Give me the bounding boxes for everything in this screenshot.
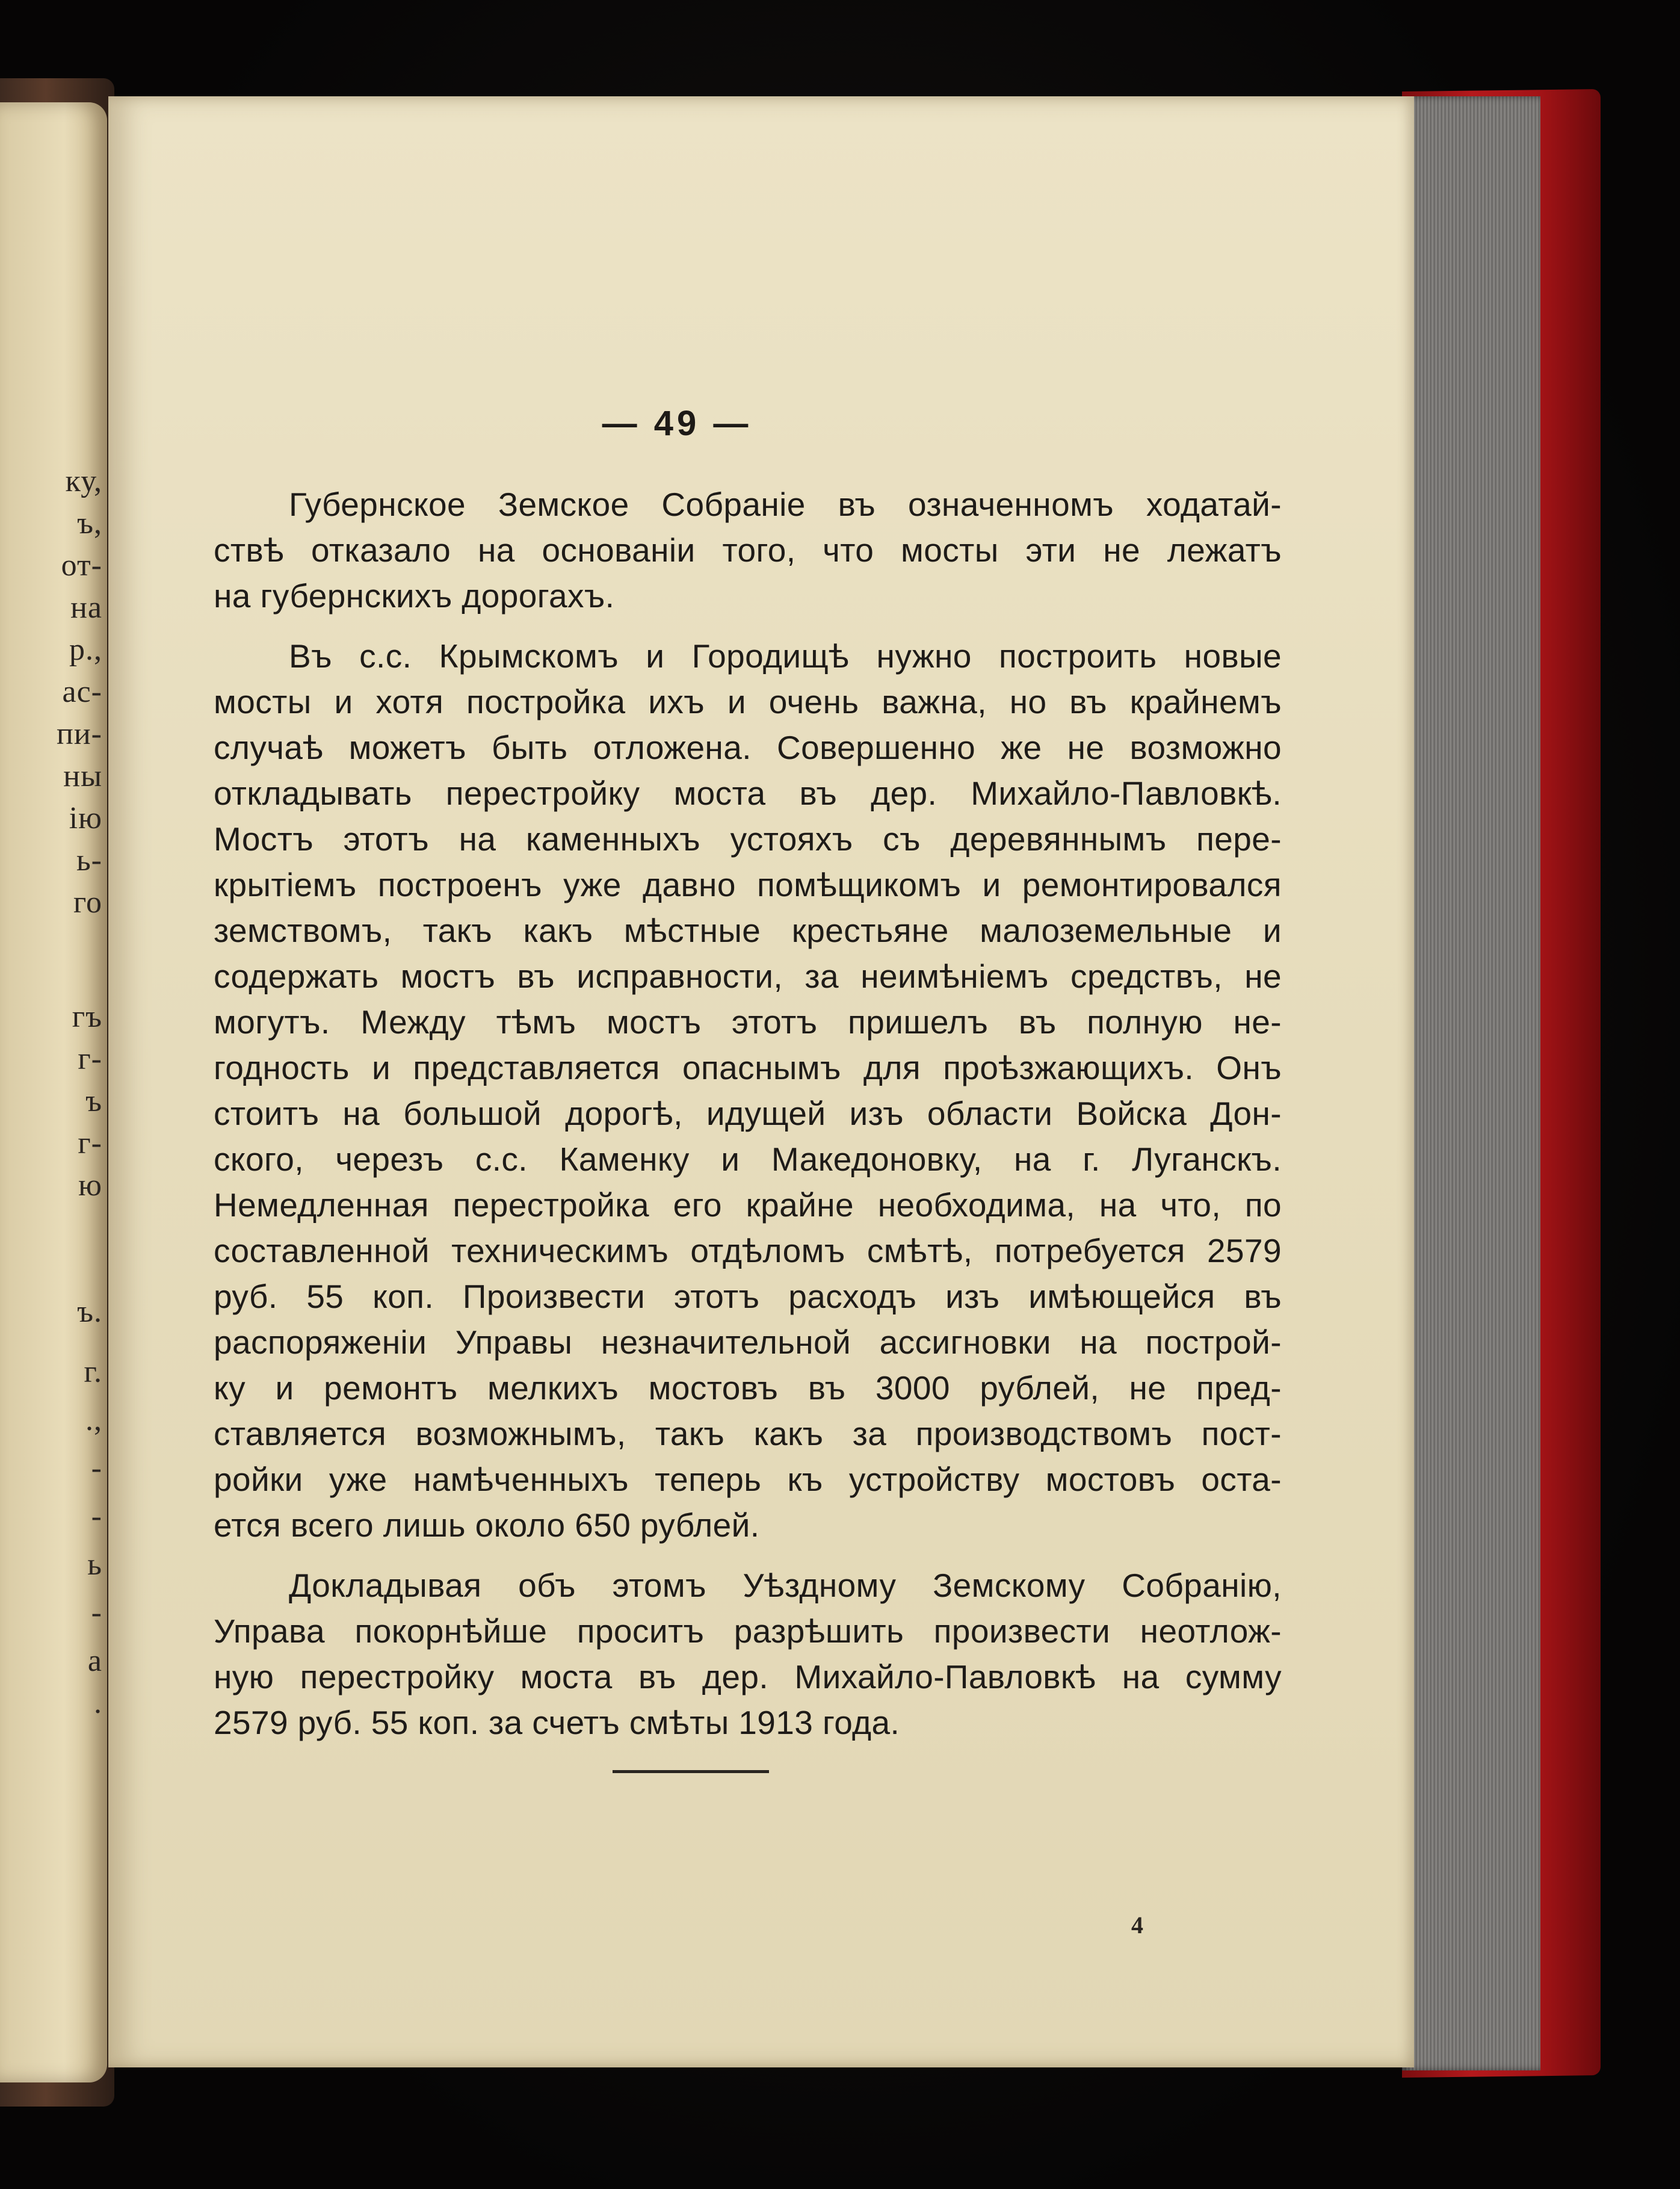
previous-page-fragment: ъ.: [77, 1295, 102, 1329]
body-text: [214, 481, 1282, 1760]
previous-page-fragment: ку,: [65, 464, 102, 498]
previous-page-fragment: а: [87, 1644, 102, 1678]
text-line: Губернское Земское Собраніе въ означенномъ ходатай-: [289, 486, 1282, 523]
page: [108, 96, 1414, 2067]
previous-page-fragment: го: [73, 885, 102, 920]
text-line: ную перестройку моста въ дер. Михайло-Павловкѣ на сумму: [214, 1658, 1282, 1695]
previous-page-fragment: .: [94, 1686, 102, 1720]
text-line: распоряженіи Управы незначительной ассигновки на построй-: [214, 1324, 1282, 1361]
previous-page-fragment: ъ,: [77, 506, 102, 540]
previous-page-fragment: г-: [78, 1126, 102, 1160]
text-line: могутъ. Между тѣмъ мостъ этотъ пришелъ въ полную не-: [214, 1003, 1282, 1041]
text-line: ствѣ отказало на основаніи того, что мосты эти не лежатъ: [214, 531, 1282, 569]
text-line: руб. 55 коп. Произвести этотъ расходъ изъ имѣющейся въ: [214, 1278, 1282, 1315]
paragraph: [214, 633, 1282, 1548]
previous-page-fragment: гъ: [72, 1000, 102, 1034]
text-line: на губернскихъ дорогахъ.: [214, 577, 615, 615]
text-line: ройки уже намѣченныхъ теперь къ устройству мостовъ оста-: [214, 1461, 1282, 1498]
text-line: ставляется возможнымъ, такъ какъ за производствомъ пост-: [214, 1415, 1282, 1452]
text-line: земствомъ, такъ какъ мѣстные крестьяне малоземельные и: [214, 912, 1282, 949]
previous-page-fragment: ъ: [85, 1084, 102, 1118]
previous-page-fragment: г-: [78, 1042, 102, 1076]
previous-page-fragment: пи-: [57, 717, 102, 751]
text-line: Докладывая объ этомъ Уѣздному Земскому Собранію,: [289, 1567, 1282, 1604]
paragraph: [214, 481, 1282, 619]
text-line: Управа покорнѣйше проситъ разрѣшить произвести неотлож-: [214, 1612, 1282, 1650]
previous-page-fragment: ю: [78, 1168, 102, 1203]
text-line: крытіемъ построенъ уже давно помѣщикомъ и ремонтировался: [214, 866, 1282, 903]
previous-page-fragment: -: [91, 1499, 102, 1534]
previous-page-fragment: .,: [85, 1403, 102, 1437]
signature-mark: 4: [1131, 1912, 1143, 1939]
page-number: — 49 —: [602, 404, 752, 443]
text-line: Въ с.с. Крымскомъ и Городищѣ нужно построить новые: [289, 637, 1282, 675]
section-rule: [613, 1770, 769, 1773]
previous-page-fragment: ас-: [62, 675, 102, 709]
previous-page-fragment: ь-: [76, 843, 102, 878]
text-line: ется всего лишь около 650 рублей.: [214, 1506, 760, 1544]
previous-page-fragment: от-: [61, 548, 102, 583]
text-line: мосты и хотя постройка ихъ и очень важна, но въ крайнемъ: [214, 683, 1282, 720]
text-line: годность и представляется опаснымъ для проѣзжающихъ. Онъ: [214, 1049, 1282, 1086]
previous-page-fragment: ію: [69, 801, 102, 835]
text-line: случаѣ можетъ быть отложена. Совершенно же не возможно: [214, 729, 1282, 766]
previous-page-fragment: ны: [63, 759, 102, 793]
page-block-edge: [1402, 96, 1540, 2070]
previous-page-fragment: на: [70, 590, 102, 625]
previous-page-fragment: ь: [87, 1547, 102, 1582]
text-line: ку и ремонтъ мелкихъ мостовъ въ 3000 рублей, не пред-: [214, 1369, 1282, 1407]
text-line: откладывать перестройку моста въ дер. Михайло-Павловкѣ.: [214, 775, 1282, 812]
text-line: Немедленная перестройка его крайне необходима, на что, по: [214, 1186, 1282, 1224]
previous-page-fragment: г.: [84, 1355, 102, 1389]
previous-page-edge: [0, 102, 107, 2082]
text-line: ского, черезъ с.с. Каменку и Македоновку, на г. Луганскъ.: [214, 1141, 1282, 1178]
previous-page-fragment: -: [91, 1596, 102, 1630]
previous-page-fragment: -: [91, 1451, 102, 1485]
text-line: 2579 руб. 55 коп. за счетъ смѣты 1913 года.: [214, 1704, 900, 1741]
text-line: Мостъ этотъ на каменныхъ устояхъ съ деревяннымъ пере-: [214, 820, 1282, 858]
paragraph: [214, 1562, 1282, 1745]
text-line: содержать мостъ въ исправности, за неимѣніемъ средствъ, не: [214, 958, 1282, 995]
text-line: стоитъ на большой дорогѣ, идущей изъ области Войска Дон-: [214, 1095, 1282, 1132]
previous-page-fragment: р.,: [69, 633, 102, 667]
text-line: составленной техническимъ отдѣломъ смѣтѣ, потребуется 2579: [214, 1232, 1282, 1269]
